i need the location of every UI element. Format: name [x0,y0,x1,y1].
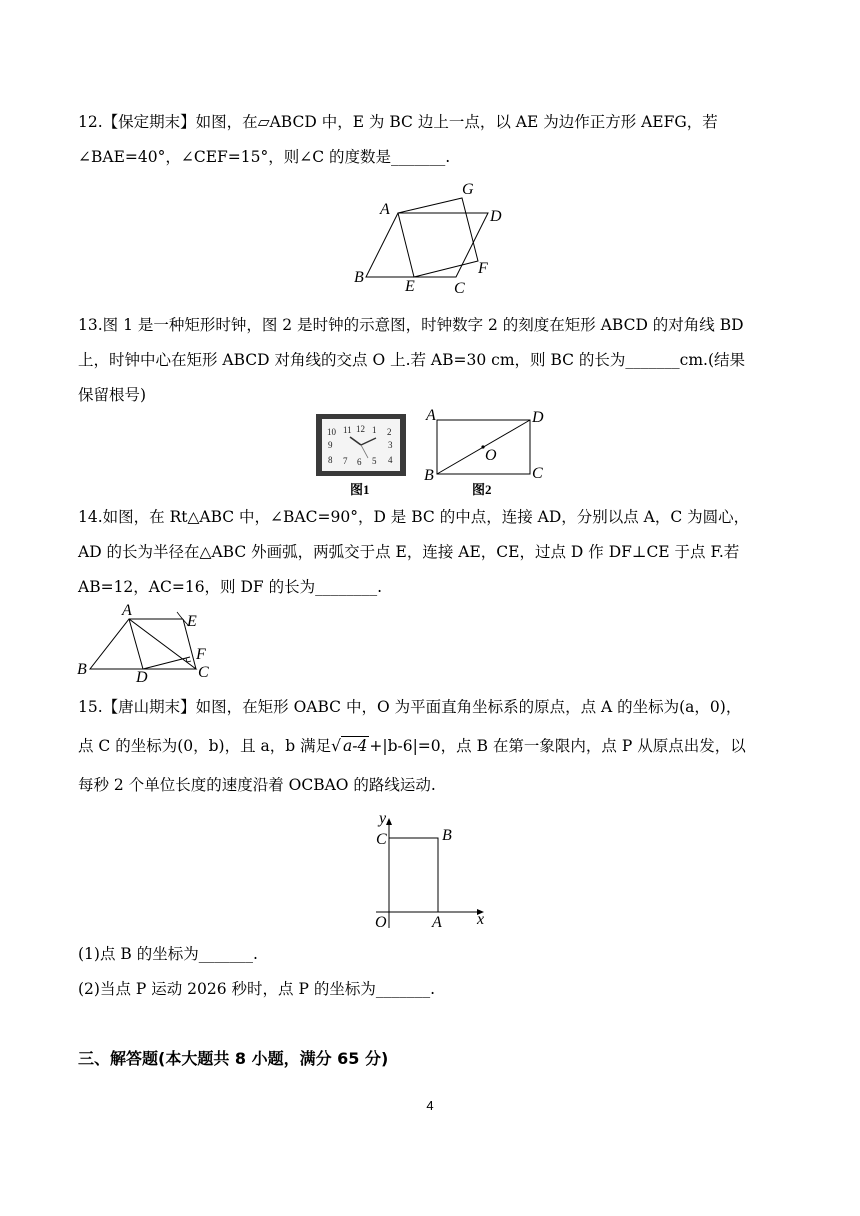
q12-text-b: ABCD 中，E 为 BC 边上一点，以 AE 为边作正方形 AEFG，若 [269,113,718,131]
q15-label-b: B [442,827,452,844]
q15-line3: 每秒 2 个单位长度的速度沿着 OCBAO 的路线运动. [78,776,436,794]
q12-line1 [78,105,784,140]
q15-line2-b: +|b-6|=0，点 B 在第一象限内，点 P 从原点出发，以 [369,737,746,755]
q13-label-d: D [532,409,544,426]
section-heading: 三、解答题(本大题共 8 小题，满分 65 分) [78,1049,389,1068]
parallelogram-symbol: ▱ [257,113,270,131]
q15-label-a: A [432,914,442,931]
q14-line1: 14.如图，在 Rt△ABC 中，∠BAC=90°，D 是 BC 的中点，连接 AD，分别以点 A，C 为圆心， [78,508,750,526]
fig1-caption: 图1 [350,482,370,497]
clock-number-8: 8 [328,455,333,465]
parallelogram-abcd [366,213,488,277]
clock-number-9: 9 [328,440,333,450]
q15-figure [360,812,500,934]
x-axis-label: x [477,911,485,928]
triangle-abc [90,619,196,669]
q15-sub1: (1)点 B 的坐标为_______. [78,945,258,963]
right-angle-mark [186,658,191,662]
q13-figures [310,408,550,500]
clock-number-12: 12 [356,424,365,434]
q12-text-a: 如图，在 [195,113,258,131]
y-axis-label: y [379,812,387,827]
q12-label-a: A [380,201,390,218]
q14-label-c: C [198,664,209,681]
q13-label-o: O [485,447,497,464]
clock-number-2: 2 [387,427,392,437]
q12-label-g: G [462,181,474,198]
clock-number-11: 11 [343,425,352,435]
q12-source: 【保定期末】 [102,113,196,131]
sqrt-expression: a-4 [343,737,368,755]
q14-label-b: B [77,661,87,678]
q12-number: 12. [78,113,103,131]
q14-label-f: F [196,646,206,663]
y-axis-arrow [386,818,392,825]
q15-label-o: O [375,914,387,931]
clock-number-6: 6 [357,457,362,467]
clock-number-1: 1 [372,425,377,435]
q14-figure [74,602,224,684]
q13-line2: 上，时钟中心在矩形 ABCD 对角线的交点 O 上.若 AB=30 cm，则 BC 的长为_______cm.(结果 [78,351,746,369]
q15-sub2: (2)当点 P 运动 2026 秒时，点 P 的坐标为_______. [78,980,436,998]
q15-line2 [78,729,784,764]
q14-line3: AB=12，AC=16，则 DF 的长为________. [78,578,383,596]
rectangle-abcd-figure [424,408,544,484]
q13-line1: 13.图 1 是一种矩形时钟，图 2 是时钟的示意图，时钟数字 2 的刻度在矩形 ABCD 的对角线 BD [78,316,744,334]
segment-df [143,657,190,669]
rectangle-oabc [389,838,438,912]
sqrt-symbol: √ [331,737,342,755]
segment-ad [129,619,143,669]
q15-line2-a: 点 C 的坐标为(0，b)，且 a，b 满足 [78,737,332,755]
q14-label-e: E [187,613,197,630]
q12-label-c: C [454,280,465,297]
q12-figure [350,176,520,300]
q15-line1: 15.【唐山期末】如图，在矩形 OABC 中，O 为平面直角坐标系的原点，点 A 的坐标为(a，0)， [78,698,742,716]
q12-label-b: B [354,269,364,286]
clock-number-4: 4 [388,455,393,465]
q14-label-d: D [136,669,148,684]
fig2-caption: 图2 [472,482,492,497]
q13-label-a: A [426,408,436,424]
q12-label-f: F [478,260,488,277]
q13-label-c: C [532,465,543,482]
q12-label-e: E [405,278,415,295]
clock-number-7: 7 [343,456,348,466]
q14-line2: AD 的长为半径在△ABC 外画弧，两弧交于点 E，连接 AE，CE，过点 D 作 DF⊥CE 于点 F.若 [78,543,740,561]
clock-number-3: 3 [388,440,393,450]
q12-label-d: D [490,208,502,225]
q12-line2: ∠BAE=40°，∠CEF=15°，则∠C 的度数是_______. [78,148,451,166]
q15-label-c: C [376,831,387,848]
q13-label-b: B [424,467,434,484]
page-number: 4 [426,1098,434,1113]
q13-line3: 保留根号) [78,386,147,404]
square-aefg [398,198,478,277]
q14-label-a: A [122,602,132,619]
clock-number-10: 10 [327,427,336,437]
clock-figure [316,414,406,476]
clock-number-5: 5 [372,456,377,466]
